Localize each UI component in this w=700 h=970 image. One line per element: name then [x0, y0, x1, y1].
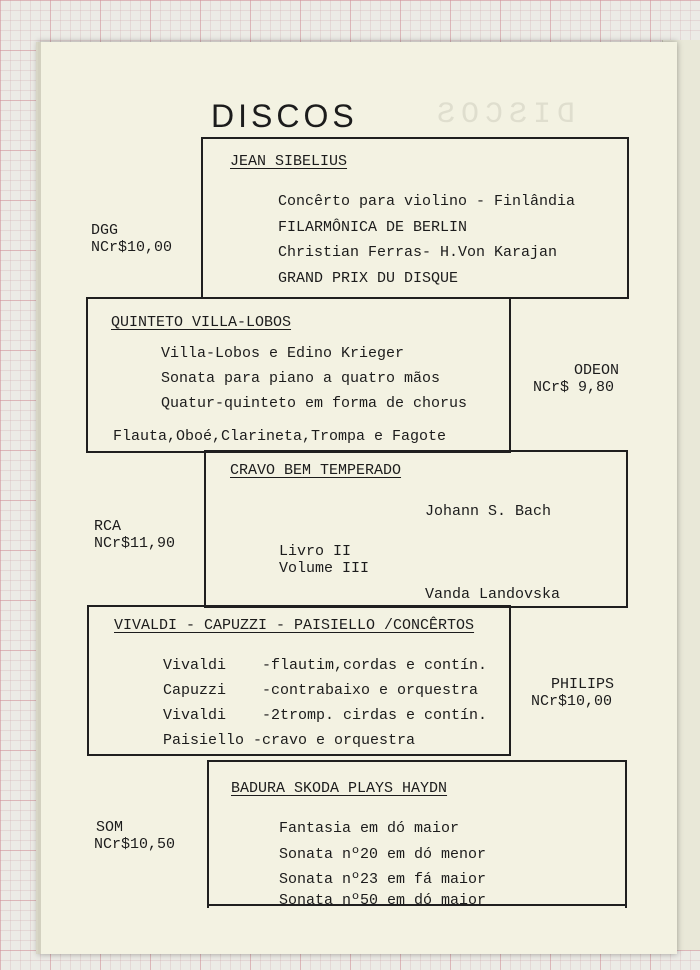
record-line: Livro II: [279, 543, 352, 560]
record-label: PHILIPS: [551, 676, 615, 693]
record-heading: BADURA SKODA PLAYS HAYDN: [231, 780, 448, 797]
record-line: Fantasia em dó maior: [279, 820, 460, 837]
show-through-text: DISCOS: [431, 98, 576, 132]
record-line: Christian Ferras- H.Von Karajan: [278, 244, 558, 261]
record-heading: CRAVO BEM TEMPERADO: [230, 462, 402, 479]
record-label: ODEON: [574, 362, 620, 379]
record-line: Flauta,Oboé,Clarineta,Trompa e Fagote: [113, 428, 447, 445]
record-line: Sonata para piano a quatro mãos: [161, 370, 441, 387]
record-line: FILARMÔNICA DE BERLIN: [278, 219, 468, 236]
record-line: Concêrto para violino - Finlândia: [278, 193, 576, 210]
record-line: Sonata nº20 em dó menor: [279, 846, 487, 863]
page-title: DISCOS: [211, 98, 358, 134]
record-price: NCr$10,50: [94, 836, 176, 853]
record-price: NCr$ 9,80: [533, 379, 615, 396]
record-line: Capuzzi -contrabaixo e orquestra: [163, 682, 479, 699]
record-heading: VIVALDI - CAPUZZI - PAISIELLO /CONCÊRTOS: [114, 617, 475, 634]
record-line: GRAND PRIX DU DISQUE: [278, 270, 459, 287]
record-price: NCr$10,00: [531, 693, 613, 710]
record-line: Vivaldi -2tromp. cirdas e contín.: [163, 707, 488, 724]
record-line: Villa-Lobos e Edino Krieger: [161, 345, 405, 362]
record-line: Vivaldi -flautim,cordas e contín.: [163, 657, 488, 674]
record-price: NCr$11,90: [94, 535, 176, 552]
record-label: SOM: [96, 819, 124, 836]
record-line: Sonata nº50 em dó maior: [279, 892, 487, 909]
record-heading: QUINTETO VILLA-LOBOS: [111, 314, 292, 331]
record-line: Johann S. Bach: [425, 503, 552, 520]
record-label: DGG: [91, 222, 119, 239]
catalog-page: [38, 42, 677, 954]
record-line: Paisiello -cravo e orquestra: [163, 732, 416, 749]
record-label: RCA: [94, 518, 122, 535]
record-heading: JEAN SIBELIUS: [230, 153, 348, 170]
record-line: Volume III: [279, 560, 370, 577]
record-line: Sonata nº23 em fá maior: [279, 871, 487, 888]
record-line: Vanda Landovska: [425, 586, 561, 603]
record-line: Quatur-quinteto em forma de chorus: [161, 395, 468, 412]
record-price: NCr$10,00: [91, 239, 173, 256]
